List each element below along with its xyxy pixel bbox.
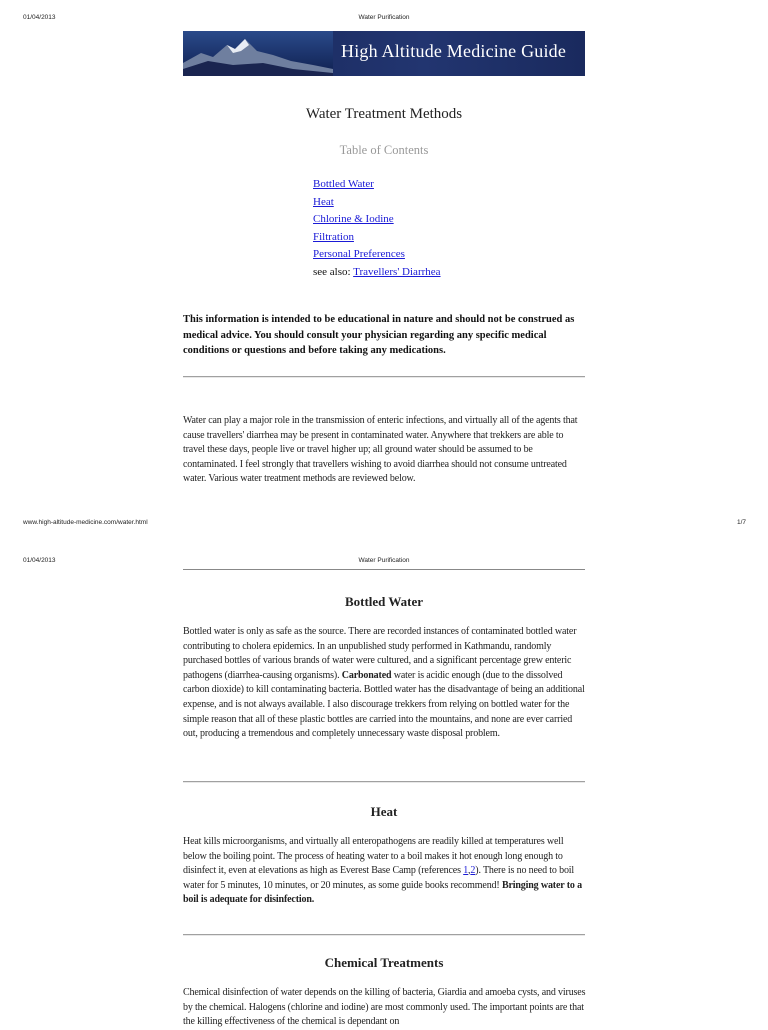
site-banner[interactable]	[183, 31, 585, 76]
section-heading-heat: Heat	[370, 804, 398, 819]
see-also-label: see also:	[313, 265, 354, 278]
medical-disclaimer: This information is intended to be educational in nature and should not be construed as medical advice. You should consult your physician regarding any specific medical conditions or questions and before taking any medications.	[183, 314, 575, 356]
see-also-link[interactable]: Travellers' Diarrhea	[353, 265, 441, 278]
toc-link-heat[interactable]: Heat	[313, 195, 334, 208]
ref-separator: ,	[468, 865, 471, 877]
heat-paragraph	[183, 835, 587, 908]
toc-link-bottled-water[interactable]: Bottled Water	[313, 178, 374, 190]
bottled-water-paragraph	[183, 625, 587, 742]
mountain-image	[183, 31, 333, 76]
heat-text-a: Heat kills microorganisms, and virtually all enteropathogens are readily killed at temperatures well below the boiling point. The process of heating water to a boil makes it hot enough long enough to disinfect it, even at elevations as high as Everest Base Camp (references	[183, 836, 564, 877]
page-title: Water Treatment Methods	[305, 106, 463, 122]
divider	[183, 781, 585, 782]
chemical-paragraph: Chemical disinfection of water depends on the killing of bacteria, Giardia and amoeba cysts, and viruses by the chemical. Halogens (chlorine and iodine) are most commonly used. The important points are that the killing effectiveness of the chemical is dependant on	[183, 987, 586, 1028]
toc-link-chlorine-iodine[interactable]: Chlorine & Iodine	[313, 213, 394, 225]
divider	[183, 934, 585, 935]
bottled-text-a: Bottled water is only as safe as the source. There are recorded instances of contaminated bottled water contributing to cholera epidemics. In an unpublished study performed in Kathmandu, randomly purchased bottles of various brands of water were cultured, and a significant percentage grew enteric pathogens (diarrhea-causing organisms).	[183, 626, 577, 681]
page-header-rule	[183, 569, 585, 570]
section-heading-bottled-water: Bottled Water	[344, 594, 424, 609]
print-title-2: Water Purification	[358, 557, 410, 564]
print-date-2: 01/04/2013	[23, 557, 56, 564]
intro-paragraph: Water can play a major role in the transmission of enteric infections, and virtually all of the agents that cause travellers' diarrhea may be present in contaminated water. Anywhere that trekkers are able to travel these days, people live or travel higher up; all ground water should be assumed to be contaminated. I feel strongly that travellers wishing to avoid diarrhea should not consume untreated water. Various water treatment methods are reviewed below.	[183, 415, 578, 485]
footer-url: www.high-altitude-medicine.com/water.html	[23, 519, 148, 526]
divider	[183, 376, 585, 377]
print-title: Water Purification	[358, 14, 410, 21]
heat-bold: Bringing water to a boil is adequate for disinfection.	[183, 879, 582, 906]
toc-link-filtration[interactable]: Filtration	[313, 230, 354, 243]
bottled-text-b: water is acidic enough (due to the dissolved carbon dioxide) to kill contaminating bacteria. Bottled water has the disadvantage of being an additional expense, and is not always available. I also discourage trekkers from relying on bottled water for the simple reason that all of these plastic bottles are carried into the mountains, and none are ever carried out, producing a tremendous and completely unnecessary waste disposal problem.	[183, 669, 585, 740]
reference-link-1[interactable]: 1	[463, 865, 469, 877]
table-of-contents	[313, 176, 441, 281]
heat-text-b: ). There is no need to boil water for 5 minutes, 10 minutes, or 20 minutes, as some guide books recommend!	[183, 865, 575, 891]
print-date: 01/04/2013	[23, 14, 56, 21]
toc-link-personal-preferences[interactable]: Personal Preferences	[313, 248, 405, 260]
section-heading-chemical-treatments: Chemical Treatments	[324, 955, 444, 970]
banner-title: High Altitude Medicine Guide	[341, 41, 567, 61]
toc-heading: Table of Contents	[339, 143, 429, 157]
reference-link-2[interactable]: 2	[470, 865, 476, 877]
footer-page-number: 1/7	[737, 519, 747, 526]
bottled-bold: Carbonated	[341, 669, 392, 681]
